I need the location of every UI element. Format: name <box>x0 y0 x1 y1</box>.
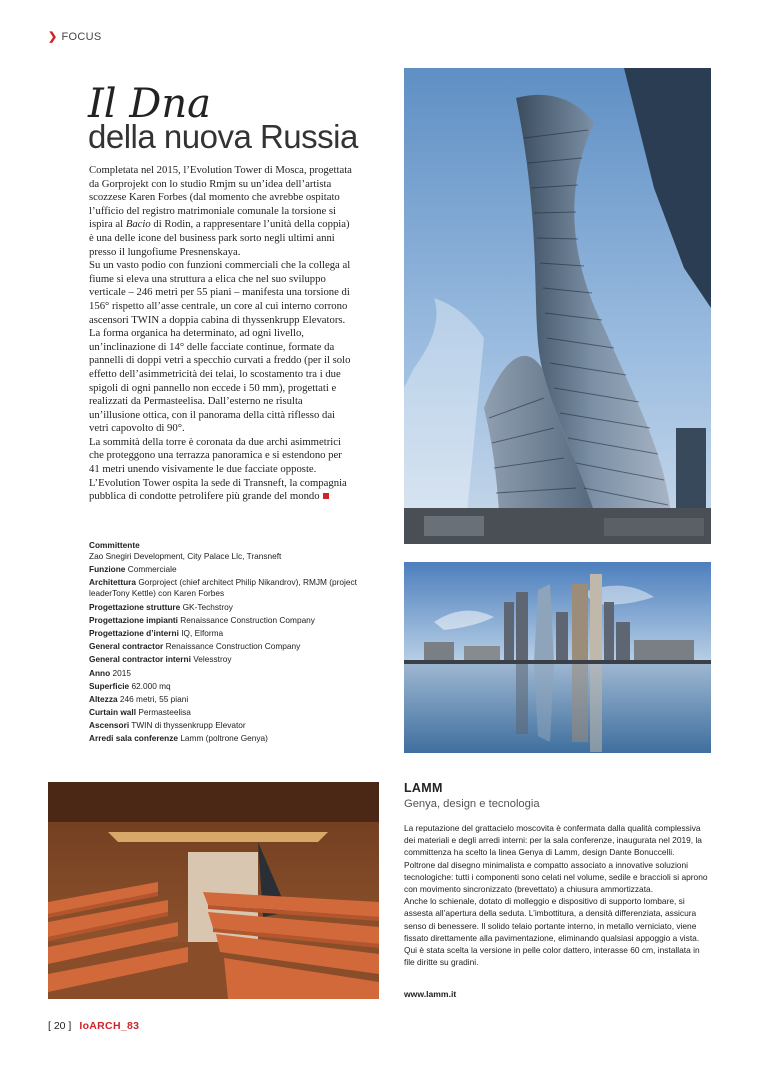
credit-value: IQ, Elforma <box>181 627 224 638</box>
credit-row <box>89 615 389 626</box>
credit-label: Progettazione impianti <box>89 614 178 625</box>
chevron-right-icon: ❯ <box>48 31 58 43</box>
credit-label: Altezza <box>89 693 118 704</box>
credit-label: Committente <box>89 540 140 550</box>
credit-value: 246 metri, 55 piani <box>119 693 189 704</box>
credit-row <box>89 641 389 652</box>
credit-row <box>89 577 389 599</box>
credit-value: GK-Techstroy <box>182 601 233 612</box>
lamm-heading: LAMM <box>404 781 443 795</box>
credit-label: Arredi sala conferenze <box>89 733 178 744</box>
page-number: [ 20 ] <box>48 1020 72 1032</box>
paragraph: La forma organica ha determinato, ad ogni livello, un’inclinazione di 14° delle facciate continue, formate da pannelli di doppi vetri a specchio curvati a freddo (per il solo effetto dell’asimmetricità dei telai, lo scostamento tra i due spigoli di ogni pannello non eccede i 50 mm), progettati e realizzati da Permasteelisa. Dall’esterno ne risulta un’illusione ottica, con il panorama della città riflesso dai vetri capovolto di 90°. <box>89 327 351 435</box>
credit-label: Anno <box>89 667 111 678</box>
paragraph: La reputazione del grattacielo moscovita è confermata dalla qualità complessiva dei materiali e degli arredi interni: per la sala conferenze, inaugurata nel 2019, la committenza ha scelto la linea Genya di Lamm, design Dante Bonuccelli. <box>404 823 702 858</box>
lamm-body <box>404 822 712 968</box>
credit-label: General contractor interni <box>89 654 191 665</box>
credit-row <box>89 707 389 718</box>
article-body <box>89 164 355 504</box>
credit-value: 62.000 mq <box>131 680 171 691</box>
credit-row <box>89 564 389 575</box>
text-run: Completata nel 2015, l’Evolution Tower di Mosca, progettata da Gorprojekt con lo studio Rmjm su un’idea dell’artista scozzese Karen Forbes (dal momento che avrebbe ospitato l’ufficio del registro matrimoniale comunale la torsione si ispira al <box>89 164 352 231</box>
credit-row <box>89 733 389 744</box>
magazine-issue: IoARCH_83 <box>79 1020 140 1032</box>
credit-value: Zao Snegiri Development, City Palace Llc, Transneft <box>89 551 282 561</box>
paragraph: Poltrone dal disegno minimalista e compatto associato a innovative soluzioni tecnologiche: tutti i componenti sono celati nel volume, sedile e braccioli si aprono con movimento sincronizzato (brevettato) a chiusura ammortizzata. <box>404 859 708 895</box>
paragraph: Su un vasto podio con funzioni commerciali che la collega al fiume si eleva una struttura a elica che nel suo sviluppo verticale – 246 metri per 55 piani – manifesta una torsione di 156° rispetto all’asse centrale, un core al cui interno corrono ascensori TWIN a doppia cabina di thyssenkrupp Elevators. <box>89 259 351 326</box>
credit-label: Ascensori <box>89 720 130 731</box>
lamm-subheading: Genya, design e tecnologia <box>404 798 540 810</box>
credit-label: Funzione <box>89 564 126 575</box>
text-run: di Rodin, a rappresentare l’unità della coppia) è una delle icone del business park sorto negli ultimi anni presso il lungofiume Presnenskaya. <box>89 218 350 258</box>
credit-value: Velesstroy <box>193 654 232 665</box>
paragraph <box>89 164 355 259</box>
credit-row <box>89 681 389 692</box>
credit-label: Architettura <box>89 577 137 588</box>
credit-value: Lamm (poltrone Genya) <box>180 733 268 744</box>
red-square-icon <box>323 493 329 499</box>
paragraph: Anche lo schienale, dotato di molleggio e dispositivo di supporto lombare, si assesta all’apertura della seduta. L’imbottitura, a densità differenziata, assicura senso di benessere. Il solido telaio portante interno, in metallo verniciato, viene fissato direttamente alla pavimentazione, eliminando qualsiasi appoggio a vista. <box>404 896 700 943</box>
article-subtitle: della nuova Russia <box>88 118 358 155</box>
credit-row <box>89 720 389 731</box>
section-label: FOCUS <box>61 31 102 43</box>
conference-hall-photo <box>48 782 379 999</box>
credit-row <box>89 654 389 665</box>
credit-row <box>89 694 389 705</box>
credit-value: Renaissance Construction Company <box>165 641 301 652</box>
credit-value: 2015 <box>112 667 131 678</box>
credit-value: Gorproject (chief architect Philip Nikandrov), RMJM (project leaderTony Kettle) con Karen Forbes <box>89 577 357 599</box>
evolution-tower-photo <box>404 68 711 544</box>
section-tag <box>48 30 102 43</box>
credit-value: Permasteelisa <box>138 707 191 718</box>
credit-label: Superficie <box>89 680 130 691</box>
italic-text: Bacio <box>125 218 151 231</box>
article-title: Il Dna <box>88 81 211 127</box>
credit-label: Curtain wall <box>89 707 137 718</box>
paragraph <box>89 477 355 504</box>
page-footer <box>48 1020 139 1032</box>
credit-value: Renaissance Construction Company <box>180 614 315 625</box>
credit-row <box>89 540 389 562</box>
paragraph: Qui è stata scelta la versione in pelle color dattero, interasse 60 cm, installata in file diritte su gradini. <box>404 945 700 968</box>
text-run: L’Evolution Tower ospita la sede di Transneft, la compagnia pubblica di condotte petrolifere più grande del mondo <box>89 476 347 503</box>
credit-row <box>89 668 389 679</box>
credit-label: Progettazione d’interni <box>89 627 179 638</box>
credit-row <box>89 628 389 639</box>
credit-value: Commerciale <box>127 564 177 575</box>
credit-row <box>89 602 389 613</box>
credit-label: General contractor <box>89 641 164 652</box>
moscow-city-skyline-photo <box>404 562 711 753</box>
credit-value: TWIN di thyssenkrupp Elevator <box>131 720 246 731</box>
paragraph: La sommità della torre è coronata da due archi asimmetrici che proteggono una terrazza panoramica e si estendono per 41 metri unendo visivamente le due facciate opposte. <box>89 435 342 476</box>
lamm-website-link[interactable]: www.lamm.it <box>404 989 457 999</box>
project-credits <box>89 540 389 747</box>
credit-label: Progettazione strutture <box>89 601 181 612</box>
